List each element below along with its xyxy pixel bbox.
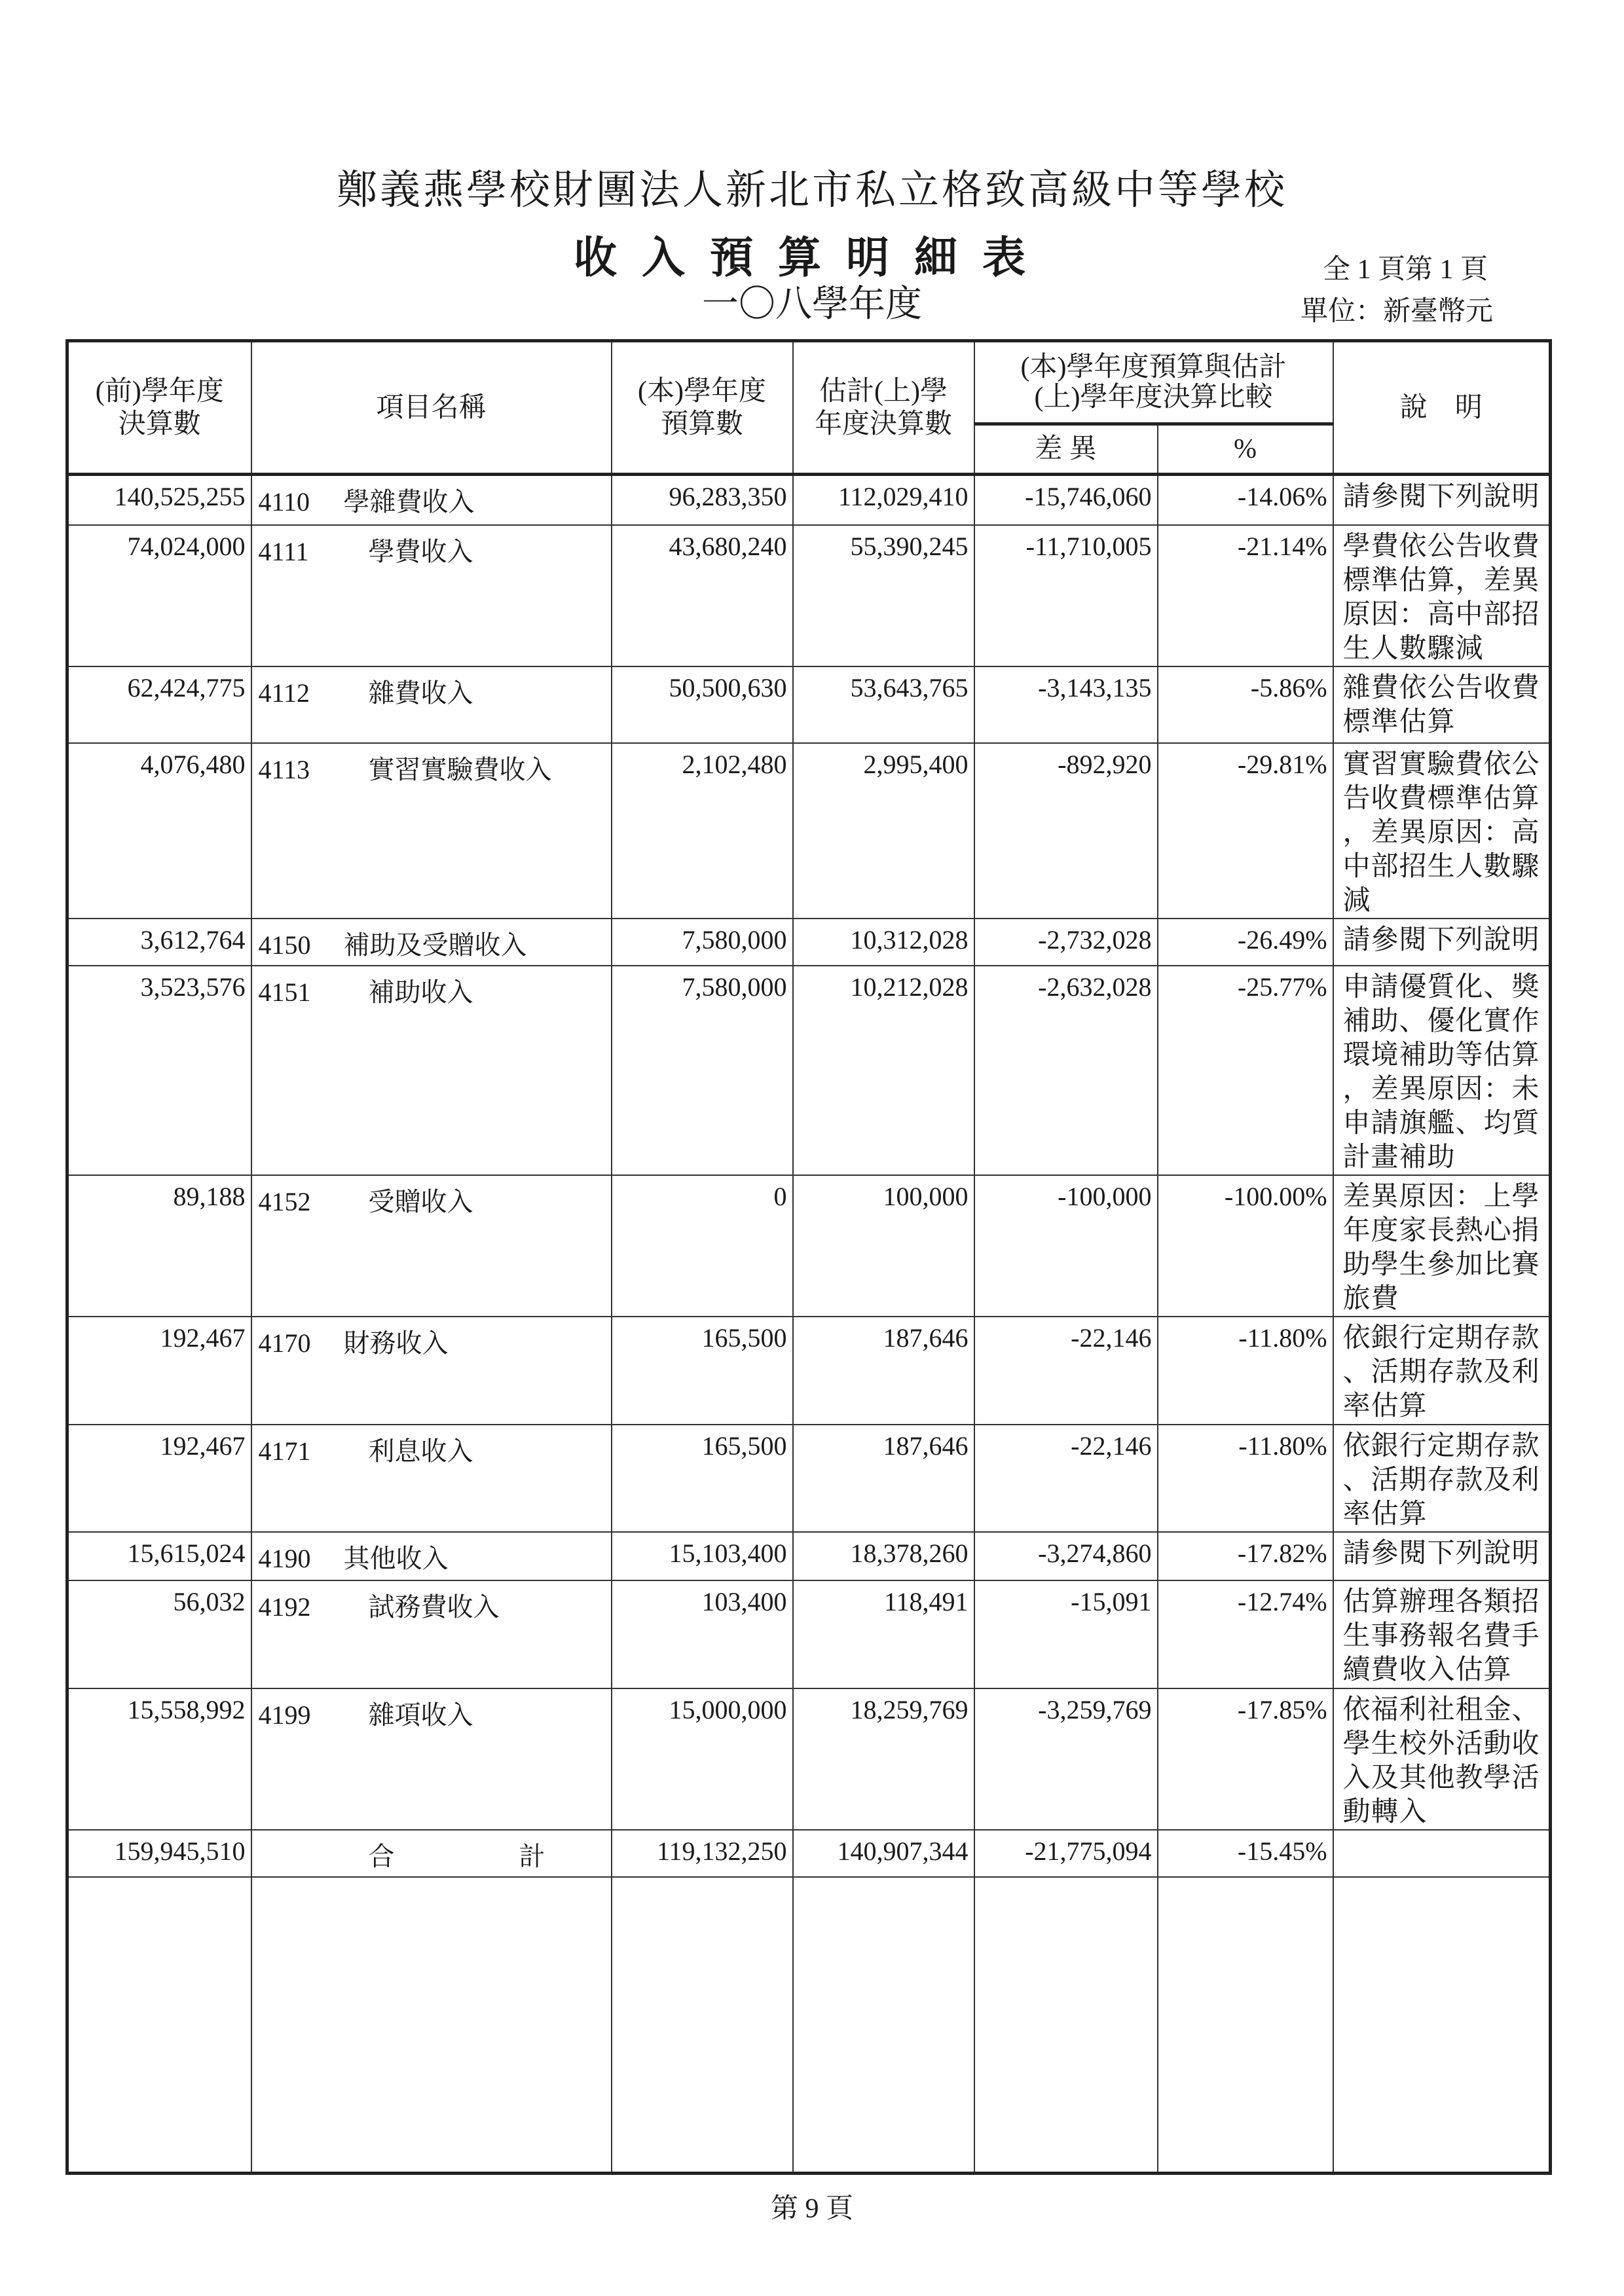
account-name: 補助及受贈收入: [343, 930, 527, 960]
description-cell: 請參閱下列說明: [1333, 919, 1551, 966]
table-row: [67, 1688, 1551, 1830]
prev-actual-cell: 62,424,775: [67, 666, 251, 743]
account-name: 其他收入: [343, 1543, 449, 1573]
table-row: [67, 919, 1551, 966]
total-percent: -15.45%: [1158, 1830, 1333, 1877]
percent-cell: -100.00%: [1158, 1175, 1333, 1317]
item-cell: [251, 1688, 612, 1830]
prev-actual-cell: 3,523,576: [67, 966, 251, 1175]
table-row: [67, 1317, 1551, 1425]
item-cell: [251, 743, 612, 919]
table-row: [67, 743, 1551, 919]
total-description: [1333, 1830, 1551, 1877]
account-code: 4112: [258, 678, 310, 708]
account-code: 4151: [258, 977, 311, 1007]
empty-cell: [67, 1877, 251, 2174]
document-subtitle: 收入預算明細表: [574, 234, 1050, 282]
total-prev-actual: 159,945,510: [67, 1830, 251, 1877]
budget-cell: 7,580,000: [612, 966, 793, 1175]
table-row: [67, 525, 1551, 666]
percent-cell: -17.85%: [1158, 1688, 1333, 1830]
table-row: [67, 966, 1551, 1175]
estimate-cell: 118,491: [793, 1580, 974, 1688]
description-cell: 依銀行定期存款 、活期存款及利 率估算: [1333, 1425, 1551, 1532]
description-cell: 學費依公告收費 標準估算，差異 原因：高中部招 生人數驟減: [1333, 525, 1551, 666]
fiscal-year: 一〇八學年度: [702, 284, 922, 325]
budget-cell: 2,102,480: [612, 743, 793, 919]
prev-actual-cell: 15,615,024: [67, 1532, 251, 1580]
difference-cell: -3,143,135: [974, 666, 1158, 743]
empty-cell: [612, 1877, 793, 2174]
difference-cell: -2,732,028: [974, 919, 1158, 966]
prev-actual-cell: 89,188: [67, 1175, 251, 1317]
account-code: 4199: [258, 1700, 311, 1730]
difference-cell: -100,000: [974, 1175, 1158, 1317]
description-cell: 實習實驗費依公 告收費標準估算 ，差異原因：高 中部招生人數驟 減: [1333, 743, 1551, 919]
table-row: [67, 666, 1551, 743]
percent-cell: -29.81%: [1158, 743, 1333, 919]
item-cell: [251, 666, 612, 743]
account-code: 4170: [258, 1328, 311, 1358]
account-code: 4152: [258, 1186, 311, 1216]
percent-cell: -17.82%: [1158, 1532, 1333, 1580]
account-name: 雜項收入: [368, 1700, 473, 1730]
table-row: [67, 1425, 1551, 1532]
revenue-budget-table: [65, 339, 1552, 2175]
percent-cell: -12.74%: [1158, 1580, 1333, 1688]
percent-cell: -26.49%: [1158, 919, 1333, 966]
account-name: 學費收入: [368, 536, 473, 566]
account-name: 雜費收入: [368, 678, 473, 708]
page-count: 全 1 頁第 1 頁: [1322, 255, 1488, 285]
account-code: 4111: [258, 536, 309, 566]
account-name: 學雜費收入: [343, 487, 475, 517]
empty-cell: [793, 1877, 974, 2174]
percent-cell: -25.77%: [1158, 966, 1333, 1175]
col-header-comparison: (本)學年度預算與估計 (上)學年度決算比較: [974, 341, 1333, 424]
total-label-part: 計: [519, 1841, 545, 1871]
col-header-description: 說 明: [1333, 341, 1551, 475]
account-name: 受贈收入: [368, 1186, 473, 1216]
estimate-cell: 112,029,410: [793, 475, 974, 525]
description-cell: 雜費依公告收費 標準估算: [1333, 666, 1551, 743]
col-header-estimate: 估計(上)學 年度決算數: [793, 341, 974, 475]
budget-cell: 7,580,000: [612, 919, 793, 966]
budget-cell: 165,500: [612, 1317, 793, 1425]
prev-actual-cell: 140,525,255: [67, 475, 251, 525]
estimate-cell: 10,312,028: [793, 919, 974, 966]
percent-cell: -21.14%: [1158, 525, 1333, 666]
description-cell: 依福利社租金、 學生校外活動收 入及其他教學活 動轉入: [1333, 1688, 1551, 1830]
total-label-part: 合: [368, 1841, 395, 1871]
difference-cell: -15,091: [974, 1580, 1158, 1688]
empty-cell: [251, 1877, 612, 2174]
document-title: 鄭義燕學校財團法人新北市私立格致高級中等學校: [336, 168, 1287, 213]
item-cell: [251, 525, 612, 666]
col-header-budget: (本)學年度 預算數: [612, 341, 793, 475]
estimate-cell: 18,378,260: [793, 1532, 974, 1580]
estimate-cell: 10,212,028: [793, 966, 974, 1175]
col-header-prev-actual: (前)學年度 決算數: [67, 341, 251, 475]
total-label: [251, 1830, 612, 1877]
percent-cell: -11.80%: [1158, 1425, 1333, 1532]
item-cell: [251, 919, 612, 966]
account-code: 4110: [258, 487, 310, 517]
percent-cell: -11.80%: [1158, 1317, 1333, 1425]
total-difference: -21,775,094: [974, 1830, 1158, 1877]
description-cell: 估算辦理各類招 生事務報名費手 續費收入估算: [1333, 1580, 1551, 1688]
col-header-difference: 差 異: [974, 424, 1158, 475]
prev-actual-cell: 74,024,000: [67, 525, 251, 666]
item-cell: [251, 1425, 612, 1532]
empty-row: [67, 1877, 1551, 2174]
col-header-percent: %: [1158, 424, 1333, 475]
difference-cell: -11,710,005: [974, 525, 1158, 666]
budget-cell: 0: [612, 1175, 793, 1317]
account-code: 4192: [258, 1592, 311, 1622]
account-code: 4190: [258, 1543, 311, 1573]
account-code: 4113: [258, 754, 310, 784]
description-cell: 請參閱下列說明: [1333, 1532, 1551, 1580]
difference-cell: -3,259,769: [974, 1688, 1158, 1830]
estimate-cell: 187,646: [793, 1425, 974, 1532]
percent-cell: -14.06%: [1158, 475, 1333, 525]
budget-cell: 50,500,630: [612, 666, 793, 743]
item-cell: [251, 966, 612, 1175]
table-body: [67, 475, 1551, 2174]
estimate-cell: 55,390,245: [793, 525, 974, 666]
table-row: [67, 1175, 1551, 1317]
description-cell: 請參閱下列說明: [1333, 475, 1551, 525]
prev-actual-cell: 3,612,764: [67, 919, 251, 966]
account-name: 財務收入: [343, 1328, 449, 1358]
description-cell: 差異原因：上學 年度家長熱心捐 助學生參加比賽 旅費: [1333, 1175, 1551, 1317]
budget-cell: 15,103,400: [612, 1532, 793, 1580]
prev-actual-cell: 15,558,992: [67, 1688, 251, 1830]
item-cell: [251, 1532, 612, 1580]
description-cell: 依銀行定期存款 、活期存款及利 率估算: [1333, 1317, 1551, 1425]
account-code: 4171: [258, 1436, 311, 1466]
item-cell: [251, 475, 612, 525]
difference-cell: -22,146: [974, 1317, 1158, 1425]
total-estimate: 140,907,344: [793, 1830, 974, 1877]
item-cell: [251, 1175, 612, 1317]
empty-cell: [974, 1877, 1158, 2174]
budget-cell: 103,400: [612, 1580, 793, 1688]
account-name: 利息收入: [368, 1436, 473, 1466]
col-header-item: 項目名稱: [251, 341, 612, 475]
description-cell: 申請優質化、獎 補助、優化實作 環境補助等估算 ，差異原因：未 申請旗艦、均質 計畫補助: [1333, 966, 1551, 1175]
item-cell: [251, 1317, 612, 1425]
prev-actual-cell: 56,032: [67, 1580, 251, 1688]
account-name: 試務費收入: [368, 1592, 500, 1622]
estimate-cell: 2,995,400: [793, 743, 974, 919]
difference-cell: -15,746,060: [974, 475, 1158, 525]
prev-actual-cell: 192,467: [67, 1317, 251, 1425]
difference-cell: -2,632,028: [974, 966, 1158, 1175]
account-name: 實習實驗費收入: [368, 754, 552, 784]
table-row: [67, 475, 1551, 525]
budget-cell: 165,500: [612, 1425, 793, 1532]
account-code: 4150: [258, 930, 311, 960]
percent-cell: -5.86%: [1158, 666, 1333, 743]
empty-cell: [1158, 1877, 1333, 2174]
difference-cell: -3,274,860: [974, 1532, 1158, 1580]
budget-cell: 96,283,350: [612, 475, 793, 525]
item-cell: [251, 1580, 612, 1688]
account-name: 補助收入: [368, 977, 473, 1007]
estimate-cell: 187,646: [793, 1317, 974, 1425]
page-number: 第 9 頁: [770, 2194, 853, 2224]
estimate-cell: 53,643,765: [793, 666, 974, 743]
prev-actual-cell: 192,467: [67, 1425, 251, 1532]
difference-cell: -892,920: [974, 743, 1158, 919]
budget-cell: 43,680,240: [612, 525, 793, 666]
currency-unit: 單位：新臺幣元: [1300, 297, 1493, 327]
estimate-cell: 100,000: [793, 1175, 974, 1317]
total-row: [67, 1830, 1551, 1877]
difference-cell: -22,146: [974, 1425, 1158, 1532]
estimate-cell: 18,259,769: [793, 1688, 974, 1830]
table-row: [67, 1580, 1551, 1688]
empty-cell: [1333, 1877, 1551, 2174]
budget-cell: 15,000,000: [612, 1688, 793, 1830]
table-row: [67, 1532, 1551, 1580]
total-budget: 119,132,250: [612, 1830, 793, 1877]
prev-actual-cell: 4,076,480: [67, 743, 251, 919]
